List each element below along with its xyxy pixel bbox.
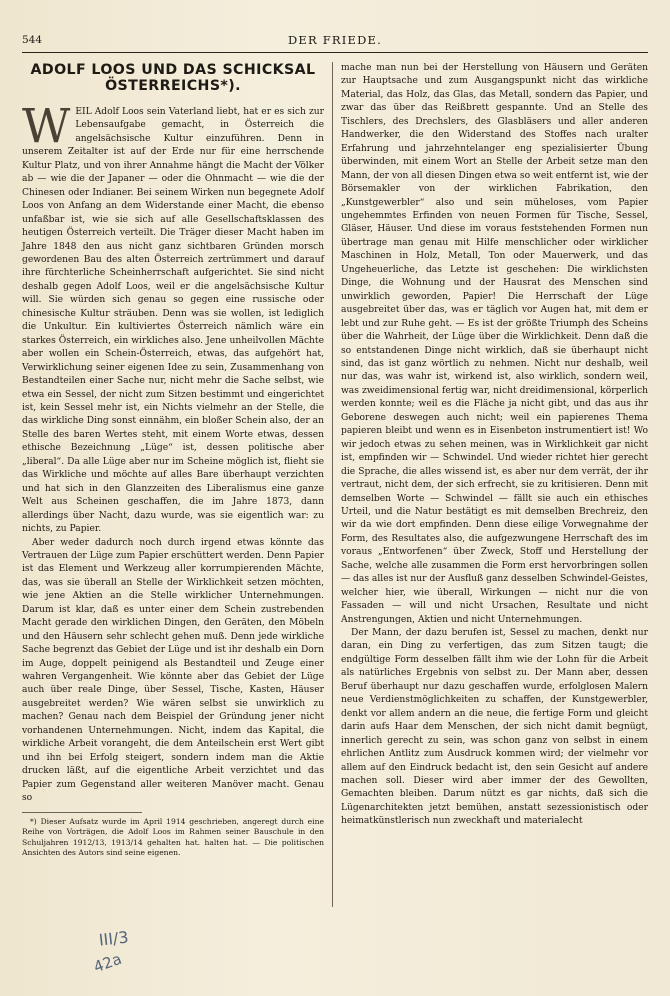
running-head: DER FRIEDE.	[288, 33, 382, 47]
paragraph: mache man nun bei der Herstellung von Häusern und Geräten zur Hauptsache und zum Ausgangspunkt nicht das wirkliche Material, das Holz, das Glas, das Metall, sondern das Papier, und zwar das über das Reißbrett gespannte. Und an Stelle des Tischlers, des Drechslers, des Glasbläsers und aller anderen Handwerker, die den Widerstand des Stoffes nach uralter Erfahrung und jahrzehntelanger eng spezialisierter Übung überwinden, mit einem Wort an Stelle der Arbeit setze man den Mann, der von all diesen Dingen etwa so weit entfernt ist, wie der Börsemakler von der wirklichen Fabrikation, den „Kunstgewerbler“ also und sein müheloses, vom Papier ungehemmtes Erfinden von neuen Formen für Tische, Sessel, Gläser, Häuser. Und diese im voraus feststehenden Formen nun übertrage man genau mit Hilfe menschlicher oder wirklicher Maschinen in Holz, Metall, Ton oder Mauerwerk, und das Ungeheuerliche, das Letzte ist geschehen: Die wirklichsten Dinge, die Wohnung und der Hausrat des Menschen sind unwirklich geworden, Papier! Die Herrschaft der Lüge ausgebreitet über das, was er täglich vor Augen hat, mit dem er lebt und zur Ruhe geht. — Es ist der größte Triumph des Scheins über die Wahrheit, der Lüge über die Wirklichkeit. Denn daß die so entstandenen Dinge nicht wirklich, daß sie überhaupt nicht sind, das ist ganz wörtlich zu nehmen. Nicht nur deshalb, weil nur das, was wahr ist, wirkend ist, also wirklich, sondern weil, was zweidimensional fertig war, nicht dreidimensional, körperlich werden konnte; weil es die Fläche ja nicht gibt, und das aus ihr Geborene deswegen auch nicht; weil ein papierenes Thema papieren bleibt und wenn es in Eisenbeton instrumentiert ist! Wo wir jedoch etwas zu sehen meinen, was in Wirklichkeit gar nicht ist, empfinden wir — Schwindel. Und wieder richtet hier gerecht die Sprache, die alles wissend ist, es aber nur dem verrät, der ihr vertraut, nicht dem, der sich erfrecht, sie zu kritisieren. Denn mit demselben Worte — Schwindel — fällt sie auch ein ethisches Urteil, und die Natur bestätigt es mit demselben Brechreiz, den wir da wie dort empfinden. Denn diese eilige Vorwegnahme der Form, des Resultates also, die aufgezwungene Herrschaft des im voraus „Entworfenen“ über Zweck, Stoff und Herstellung der Sache, welche alle zusammen die Form erst hervorbringen sollen — das alles ist nur der Ausfluß ganz desselben Schwindel-Geistes, welcher hier, wie überall, Wirkungen — nicht nur die von Fassaden — will und nicht Ursachen, Resultate und nicht Anstrengungen, Aktien und nicht Unternehmungen.	[341, 63, 648, 625]
footnote: *) Dieser Aufsatz wurde im April 1914 geschrieben, angeregt durch eine Reihe von Vorträgen, die Adolf Loos im Rahmen seiner Bauschule in den Schuljahren 1912/13, 1913/14 gehalten hat. halten hat. — Die politischen Ansichten des Autors sind seine eigenen.	[22, 816, 324, 858]
paragraph-text: EIL Adolf Loos sein Vaterland liebt, hat er es sich zur Lebensaufgabe gemacht, in Österreich die angelsächsische Kultur einzuführen. Denn in unserem Zeitalter ist auf der Erde nur für eine herrschende Kultur Platz, und von ihrer Annahme hängt die Macht der Völker ab — wie die der Japaner — oder die Ohnmacht — wie die der Chinesen oder Indianer. Bei seinem Wirken nun begegnete Adolf Loos von Anfang an dem Widerstande einer Macht, die ebenso unfaßbar ist, wie sie sich auf alle Gesellschaftsklassen des heutigen Österreich verteilt. Die Träger dieser Macht haben im Jahre 1848 den aus nicht ganz sichtbaren Gründen morsch gewordenen Bau des alten Österreich zertrümmert und darauf ihre fürchterliche Scheinherrschaft aufgerichtet. Sie sind nicht deshalb gegen Adolf Loos, weil er die angelsächsische Kultur will. Sie würden sich genau so gegen eine russische oder chinesische Kultur sträuben. Denn was sie wollen, ist lediglich die Unkultur. Ein kultiviertes Österreich nämlich wäre ein starkes Österreich, ein wirkliches also. Jene unheilvollen Mächte aber wollen ein Schein-Österreich, etwas, das aufgehört hat, Verwirklichung seiner eigenen Idee zu sein, Zusammenhang von Bestandteilen einer Sache nur, nicht mehr die Sache selbst, wie etwa ein Sessel, der nicht zum Sitzen bestimmt und eingerichtet ist, kein Sessel mehr ist, ein Nichts vielmehr an der Stelle, die das wirkliche Ding sonst einnähm, ein bloßer Schein also, der an Stelle des baren Wertes steht, mit einem Worte etwas, dessen ethische Bezeichnung „Lüge“ ist, dessen politische aber „liberal“. Da alle Lüge aber nur im Scheine möglich ist, flieht sie das Wirkliche und möchte auf alles Bare überhaupt verzichten und hat sich in den Glanzzeiten des Liberalismus eine ganze Welt aus Scheinen geschaffen, die im Jahre 1873, dann allerdings über Nacht, dazu wurde, was sie eigentlich war: zu nichts, zu Papier.	[22, 107, 324, 535]
handwritten-annotation	[91, 927, 132, 977]
first-paragraph	[22, 99, 324, 537]
paragraph: Der Mann, der dazu berufen ist, Sessel zu machen, denkt nur daran, ein Ding zu verfertigen, das zum Sitzen taugt; die endgültige Form desselben fällt ihm wie der Lohn für die Arbeit als natürliches Ergebnis von selbst zu. Der Mann aber, dessen Beruf überhaupt nur dazu geschaffen wurde, erfolglosen Malern neue Verdienstmöglichkeiten zu schaffen, der Kunstgewerbler, denkt vor allem andern an die neue, die fertige Form und gleicht darin aufs Haar dem Menschen, der sich nicht damit begnügt, innerlich gerecht zu sein, was schon ganz von selbst in einem ehrlichen Antlitz zum Ausdruck kommen wird; der vielmehr vor allem auf den Eindruck bedacht ist, den sein Gesicht auf andere machen soll. Dieser wird aber immer der des Gewollten, Gemachten bleiben. Darum nützt es gar nichts, daß sich die Lügenarchitekten jetzt bemühen, anstatt sezessionistisch oder heimatkünstlerisch nun zweckhaft und materialecht	[341, 628, 648, 827]
right-column	[341, 62, 648, 829]
paragraph: Aber weder dadurch noch durch irgend etwas könnte das Vertrauen der Lüge zum Papier erschüttert werden. Denn Papier ist das Element und Werkzeug aller korrumpierenden Mächte, das, was sie überall an Stelle der Wirklichkeit setzen möchten, wie jene Aktien an die Stelle wirklicher Unternehmungen. Darum ist klar, daß es unter einer dem Schein zustrebenden Macht gerade den wirklichen Dingen, den Geräten, den Möbeln und den Häusern sehr schlecht gehen muß. Denn jede wirkliche Sache begrenzt das Gebiet der Lüge und ist ihr deshalb ein Dorn im Auge, doppelt peinigend als Bestandteil und Zeuge einer wahren Vergangenheit. Wie könnte aber das Gebiet der Lüge auch über reale Dinge, über Sessel, Tische, Kasten, Häuser ausgebreitet werden? Wie wären selbst sie unwirklich zu machen? Genau nach dem Beispiel der Gründung jener nicht vorhandenen Unternehmungen. Nicht, indem das Kapital, die wirkliche Arbeit vorangeht, die dem Anteilschein erst Wert gibt und ihn bei Erfolg steigert, sondern indem man die Aktie drucken läßt, auf die eigentliche Arbeit verzichtet und das Papier zum Gegenstand aller weiteren Manöver macht. Genau so	[22, 537, 324, 804]
article-title: ADOLF LOOS UND DAS SCHICKSAL ÖSTERREICHS*).	[30, 62, 316, 94]
header-rule	[22, 52, 648, 53]
page-header	[22, 34, 648, 50]
drop-cap: W	[22, 99, 71, 154]
footnote-rule	[22, 812, 142, 813]
page-number: 544	[22, 34, 43, 46]
left-column	[22, 62, 324, 859]
column-divider	[332, 62, 333, 907]
handwritten-line: 42a	[91, 949, 124, 977]
handwritten-line: III/3	[97, 927, 130, 950]
